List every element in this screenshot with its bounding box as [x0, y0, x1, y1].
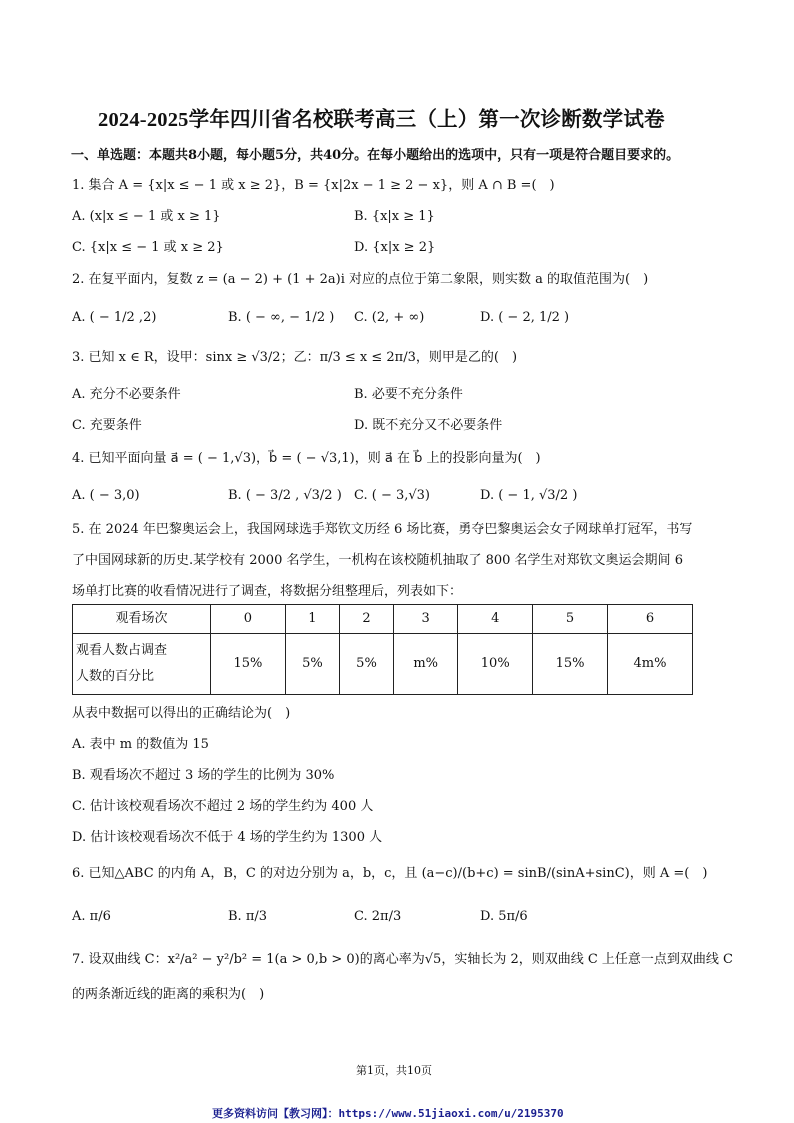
q5-option-b: B. 观看场次不超过 3 场的学生的比例为 30% — [72, 768, 335, 783]
q1-option-a: A. (x|x ≤ − 1 或 x ≥ 1} — [72, 209, 221, 224]
table-col-6: 6 — [607, 605, 692, 634]
q4-option-d: D. ( − 1, √3/2 ) — [480, 488, 578, 503]
q2-option-a: A. ( − 1/2 ,2) — [72, 310, 157, 325]
question-5-line-3: 场单打比赛的收看情况进行了调查，将数据分组整理后，列表如下： — [72, 584, 463, 599]
table-col-1: 1 — [285, 605, 339, 634]
table-header-label: 观看场次 — [73, 605, 211, 634]
q5-option-c: C. 估计该校观看场次不超过 2 场的学生约为 400 人 — [72, 799, 374, 814]
q1-option-b: B. {x|x ≥ 1} — [354, 209, 435, 224]
q3-option-a: A. 充分不必要条件 — [72, 387, 181, 402]
question-1-stem: 1. 集合 A = {x|x ≤ − 1 或 x ≥ 2}，B = {x|2x − 1 ≥ 2 − x}，则 A ∩ B =( ) — [72, 178, 555, 193]
table-cell-1: 5% — [285, 634, 339, 695]
q2-option-c: C. (2, + ∞) — [354, 310, 425, 325]
table-col-2: 2 — [339, 605, 393, 634]
table-row — [73, 634, 693, 695]
question-4-stem: 4. 已知平面向量 a⃗ = ( − 1,√3)，b⃗ = ( − √3,1)，则 a⃗ 在 b⃗ 上的投影向量为( ) — [72, 451, 541, 466]
table-col-5: 5 — [533, 605, 608, 634]
q4-option-a: A. ( − 3,0) — [72, 488, 140, 503]
table-cell-2: 5% — [339, 634, 393, 695]
question-7-line-2: 的两条渐近线的距离的乘积为( ) — [72, 987, 265, 1002]
q3-option-c: C. 充要条件 — [72, 418, 142, 433]
table-cell-0: 15% — [211, 634, 286, 695]
table-col-4: 4 — [458, 605, 533, 634]
table-cell-6: 4m% — [607, 634, 692, 695]
table-col-0: 0 — [211, 605, 286, 634]
q2-option-b: B. ( − ∞, − 1/2 ) — [228, 310, 335, 325]
q1-option-c: C. {x|x ≤ − 1 或 x ≥ 2} — [72, 240, 224, 255]
q2-option-d: D. ( − 2, 1/2 ) — [480, 310, 570, 325]
question-5-line-1: 5. 在 2024 年巴黎奥运会上，我国网球选手郑钦文历经 6 场比赛，勇夺巴黎奥运会女子网球单打冠军，书写 — [72, 522, 693, 537]
question-5-prompt: 从表中数据可以得出的正确结论为( ) — [72, 706, 291, 721]
q6-option-c: C. 2π/3 — [354, 909, 402, 924]
question-2-stem: 2. 在复平面内，复数 z = (a − 2) + (1 + 2a)i 对应的点位于第二象限，则实数 a 的取值范围为( ) — [72, 272, 649, 287]
table-cell-3: m% — [394, 634, 458, 695]
row-label-line-2: 人数的百分比 — [76, 669, 155, 684]
q5-option-d: D. 估计该校观看场次不低于 4 场的学生约为 1300 人 — [72, 830, 383, 845]
question-3-stem: 3. 已知 x ∈ R，设甲：sinx ≥ √3/2；乙：π/3 ≤ x ≤ 2π/3，则甲是乙的( ) — [72, 350, 518, 365]
footer-link[interactable]: 更多资料访问【教习网】：https://www.51jiaoxi.com/u/2195370 — [212, 1107, 564, 1120]
question-5-line-2: 了中国网球新的历史.某学校有 2000 名学生，一机构在该校随机抽取了 800 名学生对郑钦文奥运会期间 6 — [72, 553, 683, 568]
table-header-row — [73, 605, 693, 634]
question-7-line-1: 7. 设双曲线 C：x²/a² − y²/b² = 1(a > 0,b > 0)的离心率为√5，实轴长为 2，则双曲线 C 上任意一点到双曲线 C — [72, 952, 734, 967]
table-cell-4: 10% — [458, 634, 533, 695]
q3-option-b: B. 必要不充分条件 — [354, 387, 463, 402]
viewing-stats-table — [72, 604, 693, 695]
q3-option-d: D. 既不充分又不必要条件 — [354, 418, 503, 433]
section-heading: 一、单选题：本题共8小题，每小题5分，共40分。在每小题给出的选项中，只有一项是符合题目要求的。 — [71, 148, 680, 163]
question-6-stem: 6. 已知△ABC 的内角 A，B，C 的对边分别为 a，b，c，且 (a−c)/(b+c) = sinB/(sinA+sinC)，则 A =( ) — [72, 866, 708, 881]
page-number: 第1页，共10页 — [356, 1064, 432, 1077]
q4-option-c: C. ( − 3,√3) — [354, 488, 431, 503]
q1-option-d: D. {x|x ≥ 2} — [354, 240, 436, 255]
page-title: 2024-2025学年四川省名校联考高三（上）第一次诊断数学试卷 — [98, 109, 665, 131]
q6-option-d: D. 5π/6 — [480, 909, 528, 924]
table-col-3: 3 — [394, 605, 458, 634]
q6-option-a: A. π/6 — [72, 909, 111, 924]
row-label-line-1: 观看人数占调查 — [76, 643, 168, 658]
table-row-label — [73, 634, 211, 695]
q5-option-a: A. 表中 m 的数值为 15 — [72, 737, 209, 752]
q6-option-b: B. π/3 — [228, 909, 268, 924]
q4-option-b: B. ( − 3/2 , √3/2 ) — [228, 488, 342, 503]
table-cell-5: 15% — [533, 634, 608, 695]
